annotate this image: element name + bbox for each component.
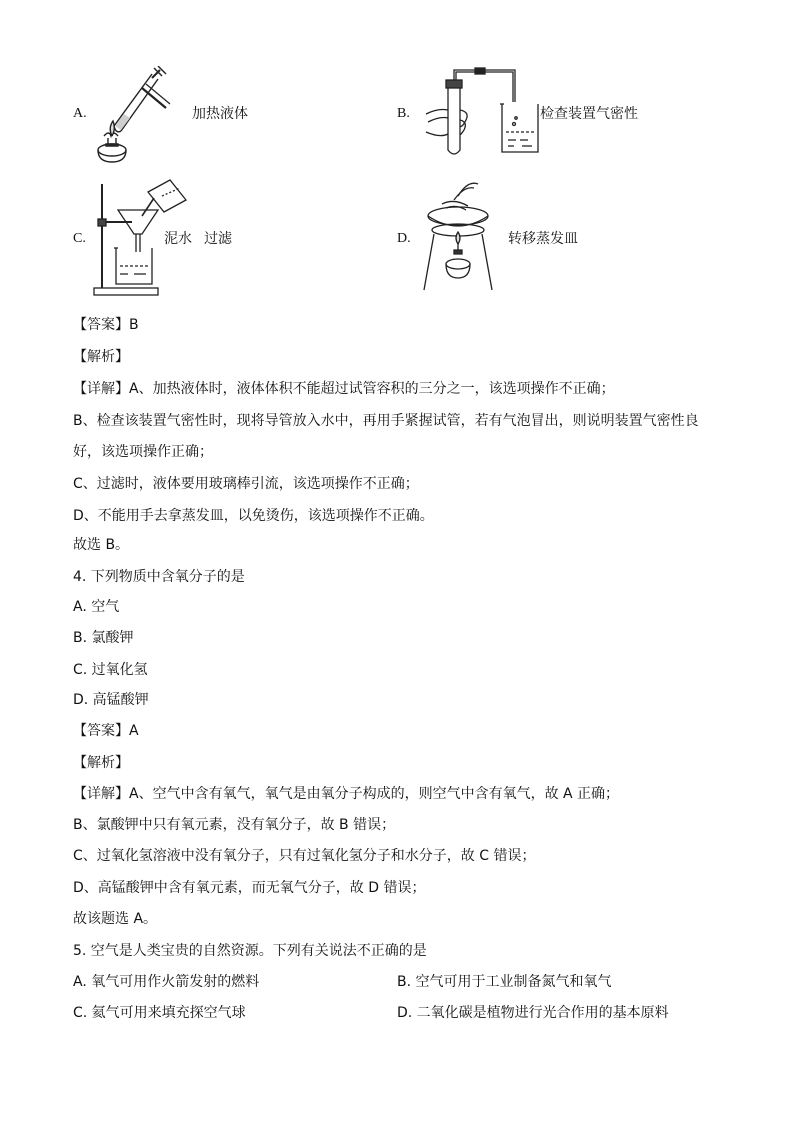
q4-conclusion: 故该题选 A。: [73, 911, 158, 927]
option-b-letter: B.: [397, 106, 410, 121]
heating-liquid-figure: [94, 66, 189, 164]
option-a-letter: A.: [73, 106, 87, 121]
q4-stem: 4. 下列物质中含氧分子的是: [73, 569, 245, 585]
q4-detail-c: C、过氧化氢溶液中没有氧分子，只有过氧化氢分子和水分子，故 C 错误；: [73, 848, 536, 864]
q5-option-b: B. 空气可用于工业制备氮气和氧气: [397, 974, 612, 990]
evaporating-dish-figure: [418, 178, 504, 296]
q4-option-a: A. 空气: [73, 599, 120, 615]
q5-option-c: C. 氦气可用来填充探空气球: [73, 1005, 246, 1021]
q3-detail-b-line2: 好，该选项操作正确；: [73, 444, 213, 460]
q3-conclusion: 故选 B。: [73, 537, 130, 553]
option-d-caption: 转移蒸发皿: [508, 231, 578, 247]
q5-option-d: D. 二氧化碳是植物进行光合作用的基本原料: [397, 1005, 669, 1021]
q4-answer: 【答案】A: [73, 723, 139, 739]
q3-detail-a: 【详解】A、加热液体时，液体体积不能超过试管容积的三分之一，该选项操作不正确；: [73, 381, 615, 397]
airtightness-check-figure: [420, 62, 540, 162]
q3-answer: 【答案】B: [73, 317, 139, 333]
q4-detail-b: B、氯酸钾中只有氧元素，没有氧分子，故 B 错误；: [73, 817, 396, 833]
option-a-caption: 加热液体: [192, 106, 248, 122]
option-c-caption-2: 过滤: [204, 231, 232, 247]
option-d-letter: D.: [397, 231, 411, 246]
q3-detail-c: C、过滤时，液体要用玻璃棒引流，该选项操作不正确；: [73, 476, 419, 492]
option-c-caption-1: 泥水: [164, 231, 192, 247]
q4-analysis-heading: 【解析】: [73, 755, 129, 771]
q4-option-d: D. 高锰酸钾: [73, 692, 149, 708]
q5-option-a: A. 氧气可用作火箭发射的燃料: [73, 974, 260, 990]
option-c-letter: C.: [73, 231, 86, 246]
q3-detail-b-line1: B、检查该装置气密性时，现将导管放入水中，再用手紧握试管，若有气泡冒出，则说明装置气密性良: [73, 413, 699, 429]
q4-detail-a: 【详解】A、空气中含有氧气，氧气是由氧分子构成的，则空气中含有氧气，故 A 正确；: [73, 786, 620, 802]
q4-detail-d: D、高锰酸钾中含有氧元素，而无氧气分子，故 D 错误；: [73, 880, 426, 896]
q4-option-b: B. 氯酸钾: [73, 630, 134, 646]
q3-detail-d: D、不能用手去拿蒸发皿，以免烫伤，该选项操作不正确。: [73, 508, 434, 524]
q3-analysis-heading: 【解析】: [73, 349, 129, 365]
option-b-caption: 检查装置气密性: [540, 106, 638, 122]
q5-stem: 5. 空气是人类宝贵的自然资源。下列有关说法不正确的是: [73, 943, 427, 959]
q4-option-c: C. 过氧化氢: [73, 662, 148, 678]
